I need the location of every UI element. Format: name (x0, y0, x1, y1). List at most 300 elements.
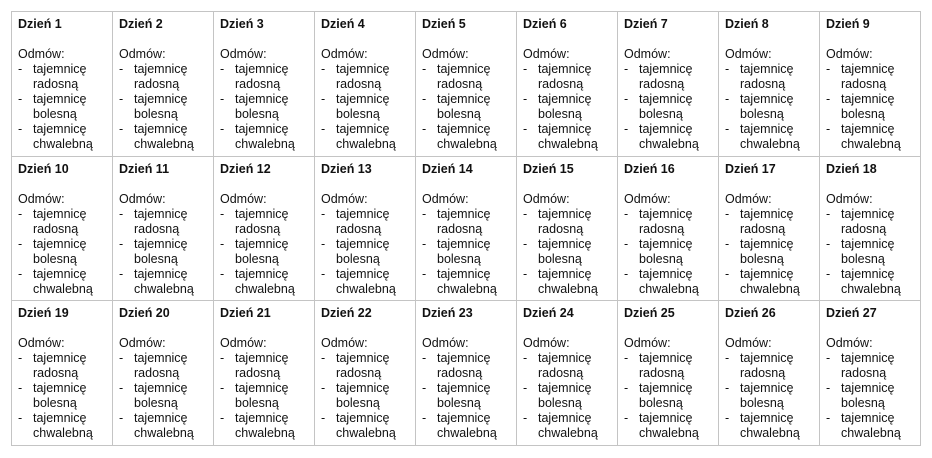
mystery-text: tajemnicę radosną (639, 206, 693, 236)
mystery-text: tajemnicę bolesną (33, 92, 87, 121)
mystery-text: tajemnicę bolesną (639, 92, 693, 121)
mystery-list (725, 62, 819, 152)
mystery-text: tajemnicę radosną (134, 351, 188, 381)
mystery-text: tajemnicę chwalebną (235, 266, 295, 296)
mystery-text: tajemnicę radosną (33, 62, 87, 91)
list-item (422, 62, 516, 92)
mystery-text: tajemnicę chwalebną (841, 122, 901, 151)
list-item (523, 381, 617, 411)
bullet-dash: - (422, 206, 427, 221)
list-item (725, 267, 819, 297)
day-title: Dzień 17 (725, 161, 776, 176)
mystery-list (119, 207, 213, 297)
mystery-text: tajemnicę chwalebną (639, 266, 699, 296)
mystery-text: tajemnicę chwalebną (134, 411, 194, 441)
mystery-text: tajemnicę bolesną (437, 236, 491, 266)
mystery-list (624, 62, 718, 152)
list-item (624, 207, 718, 237)
bullet-dash: - (624, 206, 629, 221)
list-item (422, 122, 516, 152)
day-title: Dzień 10 (18, 161, 69, 176)
list-item (18, 351, 112, 381)
day-cell (214, 157, 315, 302)
bullet-dash: - (624, 122, 629, 136)
day-title: Dzień 26 (725, 306, 776, 321)
list-item (826, 237, 920, 267)
spacer (18, 177, 112, 192)
mystery-list (422, 62, 516, 152)
day-title: Dzień 13 (321, 161, 372, 176)
spacer (422, 321, 516, 336)
list-item (523, 411, 617, 441)
day-title: Dzień 4 (321, 17, 365, 31)
intention-label: Odmów: (18, 47, 65, 61)
intention-label: Odmów: (826, 191, 873, 206)
mystery-text: tajemnicę chwalebną (740, 266, 800, 296)
intention-label: Odmów: (422, 191, 469, 206)
intention-label: Odmów: (523, 191, 570, 206)
day-title: Dzień 16 (624, 161, 675, 176)
list-item (624, 237, 718, 267)
mystery-text: tajemnicę bolesną (639, 236, 693, 266)
day-title: Dzień 2 (119, 17, 163, 31)
bullet-dash: - (119, 62, 124, 76)
bullet-dash: - (422, 62, 427, 76)
list-item (18, 122, 112, 152)
bullet-dash: - (624, 236, 629, 251)
mystery-text: tajemnicę radosną (336, 62, 390, 91)
list-item (220, 92, 314, 122)
spacer (826, 321, 920, 336)
mystery-list (826, 351, 920, 441)
bullet-dash: - (119, 351, 124, 366)
day-title: Dzień 11 (119, 161, 170, 176)
spacer (725, 321, 819, 336)
bullet-dash: - (422, 411, 427, 426)
day-title: Dzień 9 (826, 17, 870, 31)
mystery-text: tajemnicę chwalebną (538, 411, 598, 441)
mystery-text: tajemnicę radosną (33, 206, 87, 236)
mystery-text: tajemnicę bolesną (33, 236, 87, 266)
list-item (220, 267, 314, 297)
mystery-list (422, 207, 516, 297)
day-title: Dzień 8 (725, 17, 769, 31)
list-item (725, 92, 819, 122)
day-title: Dzień 6 (523, 17, 567, 31)
bullet-dash: - (321, 266, 326, 281)
mystery-text: tajemnicę bolesną (841, 92, 895, 121)
mystery-text: tajemnicę radosną (235, 351, 289, 381)
intention-label: Odmów: (321, 47, 368, 61)
list-item (826, 122, 920, 152)
mystery-text: tajemnicę chwalebną (740, 411, 800, 441)
mystery-text: tajemnicę chwalebną (336, 266, 396, 296)
bullet-dash: - (826, 92, 831, 106)
bullet-dash: - (321, 62, 326, 76)
spacer (826, 177, 920, 192)
bullet-dash: - (119, 122, 124, 136)
list-item (523, 351, 617, 381)
bullet-dash: - (725, 351, 730, 366)
list-item (624, 92, 718, 122)
list-item (422, 411, 516, 441)
mystery-text: tajemnicę chwalebną (639, 411, 699, 441)
intention-label: Odmów: (119, 191, 166, 206)
day-title: Dzień 1 (18, 17, 62, 31)
list-item (826, 207, 920, 237)
day-title: Dzień 14 (422, 161, 473, 176)
mystery-text: tajemnicę radosną (538, 62, 592, 91)
spacer (826, 32, 920, 47)
spacer (18, 321, 112, 336)
intention-label: Odmów: (624, 47, 671, 61)
day-cell (820, 12, 921, 157)
bullet-dash: - (119, 266, 124, 281)
list-item (119, 381, 213, 411)
day-title: Dzień 7 (624, 17, 668, 31)
spacer (119, 321, 213, 336)
day-title: Dzień 5 (422, 17, 466, 31)
bullet-dash: - (18, 236, 23, 251)
day-title: Dzień 15 (523, 161, 574, 176)
mystery-text: tajemnicę radosną (740, 206, 794, 236)
spacer (725, 32, 819, 47)
intention-label: Odmów: (18, 191, 65, 206)
mystery-list (523, 207, 617, 297)
bullet-dash: - (624, 411, 629, 426)
list-item (321, 62, 415, 92)
list-item (18, 267, 112, 297)
mystery-list (220, 62, 314, 152)
day-cell (416, 12, 517, 157)
bullet-dash: - (220, 92, 225, 106)
spacer (725, 177, 819, 192)
list-item (18, 381, 112, 411)
intention-label: Odmów: (220, 47, 267, 61)
day-title: Dzień 24 (523, 306, 574, 321)
intention-label: Odmów: (725, 191, 772, 206)
day-cell (618, 301, 719, 446)
mystery-list (220, 207, 314, 297)
spacer (422, 32, 516, 47)
day-title: Dzień 19 (18, 306, 69, 321)
spacer (321, 321, 415, 336)
bullet-dash: - (18, 206, 23, 221)
day-cell (113, 12, 214, 157)
spacer (119, 177, 213, 192)
list-item (18, 237, 112, 267)
spacer (523, 32, 617, 47)
day-cell (820, 301, 921, 446)
bullet-dash: - (826, 206, 831, 221)
intention-label: Odmów: (321, 336, 368, 351)
bullet-dash: - (523, 92, 528, 106)
mystery-text: tajemnicę chwalebną (841, 411, 901, 441)
bullet-dash: - (321, 206, 326, 221)
bullet-dash: - (624, 92, 629, 106)
list-item (422, 237, 516, 267)
spacer (321, 32, 415, 47)
list-item (18, 92, 112, 122)
mystery-text: tajemnicę radosną (841, 62, 895, 91)
list-item (119, 92, 213, 122)
list-item (826, 62, 920, 92)
intention-label: Odmów: (119, 47, 166, 61)
list-item (624, 267, 718, 297)
bullet-dash: - (119, 381, 124, 396)
bullet-dash: - (826, 411, 831, 426)
intention-label: Odmów: (220, 191, 267, 206)
mystery-text: tajemnicę bolesną (235, 381, 289, 411)
spacer (220, 321, 314, 336)
mystery-text: tajemnicę radosną (841, 351, 895, 381)
intention-label: Odmów: (523, 336, 570, 351)
list-item (624, 122, 718, 152)
mystery-list (725, 351, 819, 441)
bullet-dash: - (624, 62, 629, 76)
spacer (321, 177, 415, 192)
day-cell (517, 301, 618, 446)
day-title: Dzień 22 (321, 306, 372, 321)
list-item (321, 237, 415, 267)
day-cell (719, 12, 820, 157)
mystery-text: tajemnicę chwalebną (437, 266, 497, 296)
list-item (422, 267, 516, 297)
mystery-text: tajemnicę radosną (639, 351, 693, 381)
mystery-text: tajemnicę radosną (538, 351, 592, 381)
list-item (523, 207, 617, 237)
day-cell (315, 301, 416, 446)
bullet-dash: - (119, 206, 124, 221)
list-item (18, 207, 112, 237)
mystery-text: tajemnicę bolesną (740, 236, 794, 266)
mystery-list (523, 62, 617, 152)
list-item (624, 381, 718, 411)
intention-label: Odmów: (725, 336, 772, 351)
day-cell (12, 12, 113, 157)
mystery-text: tajemnicę chwalebną (33, 122, 93, 151)
spacer (422, 177, 516, 192)
mystery-text: tajemnicę bolesną (740, 92, 794, 121)
mystery-text: tajemnicę bolesną (336, 92, 390, 121)
list-item (321, 122, 415, 152)
intention-label: Odmów: (220, 336, 267, 351)
mystery-list (321, 207, 415, 297)
mystery-text: tajemnicę radosną (336, 351, 390, 381)
bullet-dash: - (826, 351, 831, 366)
list-item (119, 267, 213, 297)
mystery-text: tajemnicę radosną (336, 206, 390, 236)
list-item (422, 351, 516, 381)
mystery-text: tajemnicę radosną (134, 62, 188, 91)
day-cell (517, 157, 618, 302)
bullet-dash: - (422, 122, 427, 136)
bullet-dash: - (18, 351, 23, 366)
bullet-dash: - (725, 266, 730, 281)
list-item (18, 411, 112, 441)
mystery-text: tajemnicę chwalebną (437, 122, 497, 151)
list-item (422, 381, 516, 411)
list-item (220, 351, 314, 381)
mystery-text: tajemnicę bolesną (134, 236, 188, 266)
bullet-dash: - (18, 122, 23, 136)
mystery-text: tajemnicę chwalebną (437, 411, 497, 441)
list-item (523, 62, 617, 92)
bullet-dash: - (220, 62, 225, 76)
list-item (321, 411, 415, 441)
list-item (725, 62, 819, 92)
spacer (523, 177, 617, 192)
list-item (624, 62, 718, 92)
bullet-dash: - (826, 62, 831, 76)
mystery-text: tajemnicę chwalebną (336, 411, 396, 441)
bullet-dash: - (220, 351, 225, 366)
mystery-text: tajemnicę chwalebną (134, 266, 194, 296)
bullet-dash: - (321, 381, 326, 396)
list-item (725, 381, 819, 411)
mystery-list (826, 62, 920, 152)
list-item (119, 122, 213, 152)
list-item (725, 351, 819, 381)
mystery-text: tajemnicę bolesną (134, 92, 188, 121)
mystery-list (725, 207, 819, 297)
mystery-text: tajemnicę bolesną (740, 381, 794, 411)
mystery-text: tajemnicę bolesną (841, 236, 895, 266)
bullet-dash: - (523, 381, 528, 396)
bullet-dash: - (18, 92, 23, 106)
bullet-dash: - (220, 236, 225, 251)
day-cell (315, 157, 416, 302)
list-item (523, 237, 617, 267)
bullet-dash: - (18, 381, 23, 396)
list-item (321, 267, 415, 297)
list-item (624, 411, 718, 441)
mystery-list (624, 207, 718, 297)
novena-day-grid (11, 11, 921, 446)
list-item (523, 267, 617, 297)
mystery-text: tajemnicę radosną (437, 62, 491, 91)
mystery-text: tajemnicę bolesną (639, 381, 693, 411)
list-item (220, 207, 314, 237)
bullet-dash: - (220, 122, 225, 136)
bullet-dash: - (826, 122, 831, 136)
day-cell (113, 157, 214, 302)
spacer (220, 177, 314, 192)
mystery-text: tajemnicę chwalebną (33, 266, 93, 296)
mystery-list (422, 351, 516, 441)
list-item (321, 381, 415, 411)
bullet-dash: - (422, 381, 427, 396)
intention-label: Odmów: (321, 191, 368, 206)
mystery-list (18, 62, 112, 152)
mystery-text: tajemnicę chwalebną (538, 266, 598, 296)
day-title: Dzień 12 (220, 161, 271, 176)
mystery-text: tajemnicę bolesną (437, 92, 491, 121)
bullet-dash: - (523, 266, 528, 281)
intention-label: Odmów: (422, 47, 469, 61)
bullet-dash: - (523, 351, 528, 366)
mystery-text: tajemnicę radosną (437, 351, 491, 381)
list-item (826, 267, 920, 297)
day-title: Dzień 3 (220, 17, 264, 31)
mystery-text: tajemnicę radosną (740, 351, 794, 381)
list-item (119, 62, 213, 92)
spacer (624, 177, 718, 192)
day-cell (12, 157, 113, 302)
list-item (523, 122, 617, 152)
mystery-text: tajemnicę bolesną (33, 381, 87, 411)
bullet-dash: - (422, 236, 427, 251)
day-cell (214, 301, 315, 446)
list-item (220, 122, 314, 152)
spacer (18, 32, 112, 47)
list-item (119, 237, 213, 267)
bullet-dash: - (422, 266, 427, 281)
intention-label: Odmów: (624, 336, 671, 351)
day-title: Dzień 27 (826, 306, 877, 321)
bullet-dash: - (725, 381, 730, 396)
day-cell (820, 157, 921, 302)
mystery-text: tajemnicę radosną (437, 206, 491, 236)
mystery-text: tajemnicę radosną (538, 206, 592, 236)
day-cell (719, 157, 820, 302)
mystery-text: tajemnicę chwalebną (740, 122, 800, 151)
mystery-text: tajemnicę bolesną (538, 381, 592, 411)
mystery-text: tajemnicę bolesną (134, 381, 188, 411)
list-item (220, 411, 314, 441)
bullet-dash: - (624, 381, 629, 396)
bullet-dash: - (826, 381, 831, 396)
list-item (220, 237, 314, 267)
list-item (624, 351, 718, 381)
day-cell (719, 301, 820, 446)
spacer (523, 321, 617, 336)
list-item (523, 92, 617, 122)
mystery-list (624, 351, 718, 441)
bullet-dash: - (220, 206, 225, 221)
mystery-list (119, 351, 213, 441)
mystery-text: tajemnicę chwalebną (235, 411, 295, 441)
day-cell (517, 12, 618, 157)
intention-label: Odmów: (18, 336, 65, 351)
day-title: Dzień 18 (826, 161, 877, 176)
list-item (422, 207, 516, 237)
list-item (826, 381, 920, 411)
bullet-dash: - (422, 92, 427, 106)
mystery-text: tajemnicę radosną (235, 62, 289, 91)
mystery-text: tajemnicę bolesną (336, 236, 390, 266)
mystery-text: tajemnicę chwalebną (134, 122, 194, 151)
day-cell (416, 301, 517, 446)
bullet-dash: - (725, 411, 730, 426)
day-cell (113, 301, 214, 446)
bullet-dash: - (18, 411, 23, 426)
mystery-text: tajemnicę bolesną (437, 381, 491, 411)
list-item (826, 92, 920, 122)
list-item (422, 92, 516, 122)
mystery-text: tajemnicę chwalebną (235, 122, 295, 151)
intention-label: Odmów: (826, 47, 873, 61)
bullet-dash: - (523, 206, 528, 221)
mystery-text: tajemnicę radosną (235, 206, 289, 236)
mystery-text: tajemnicę radosną (841, 206, 895, 236)
mystery-list (523, 351, 617, 441)
list-item (321, 207, 415, 237)
intention-label: Odmów: (826, 336, 873, 351)
day-cell (416, 157, 517, 302)
spacer (624, 321, 718, 336)
bullet-dash: - (119, 411, 124, 426)
